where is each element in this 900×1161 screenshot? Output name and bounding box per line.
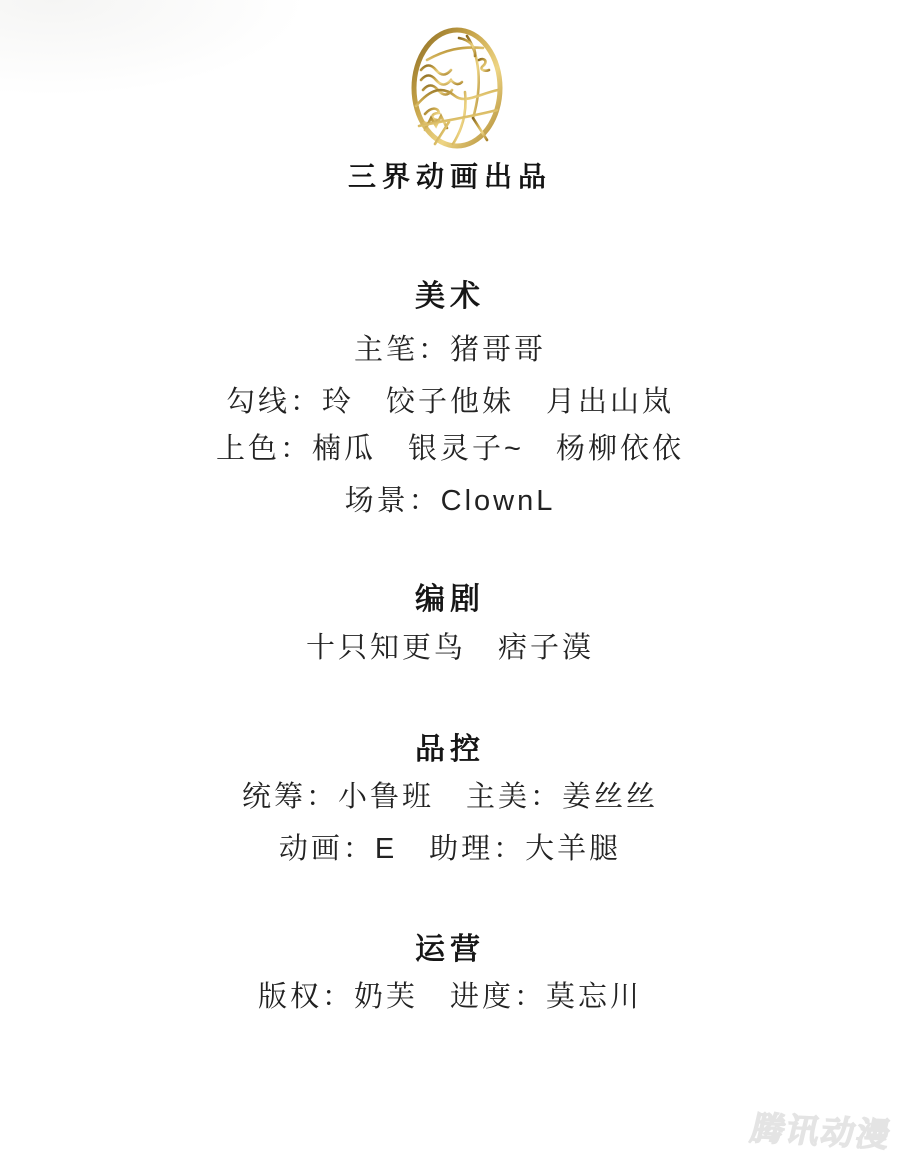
section-heading-art: 美术 [415,280,485,313]
credit-line-lead-artist: 主笔：猪哥哥 [353,334,546,366]
credit-line-copyright: 版权：奶芙 进度：莫忘川 [257,981,642,1013]
section-heading-quality-control: 品控 [415,733,485,766]
sanjie-animation-seal-icon [409,26,505,150]
tencent-comics-watermark: 腾讯动漫 [747,1109,896,1154]
credit-line-lineart: 勾线：玲 饺子他妹 月出山岚 [225,386,674,418]
credit-line-scenes: 场景：ClownL [344,485,556,517]
credit-line-coloring: 上色：楠瓜 银灵子~ 杨柳依依 [216,433,684,465]
credit-line-coordination: 统筹：小鲁班 主美：姜丝丝 [241,781,658,813]
studio-logo [0,26,900,150]
section-heading-screenplay: 编剧 [415,583,485,616]
credit-line-writers: 十只知更鸟 痞子漠 [305,632,594,664]
production-label: 三界动画出品 [347,161,552,192]
credit-line-animation: 动画：E 助理：大羊腿 [278,833,622,865]
section-heading-operations: 运营 [415,933,485,966]
